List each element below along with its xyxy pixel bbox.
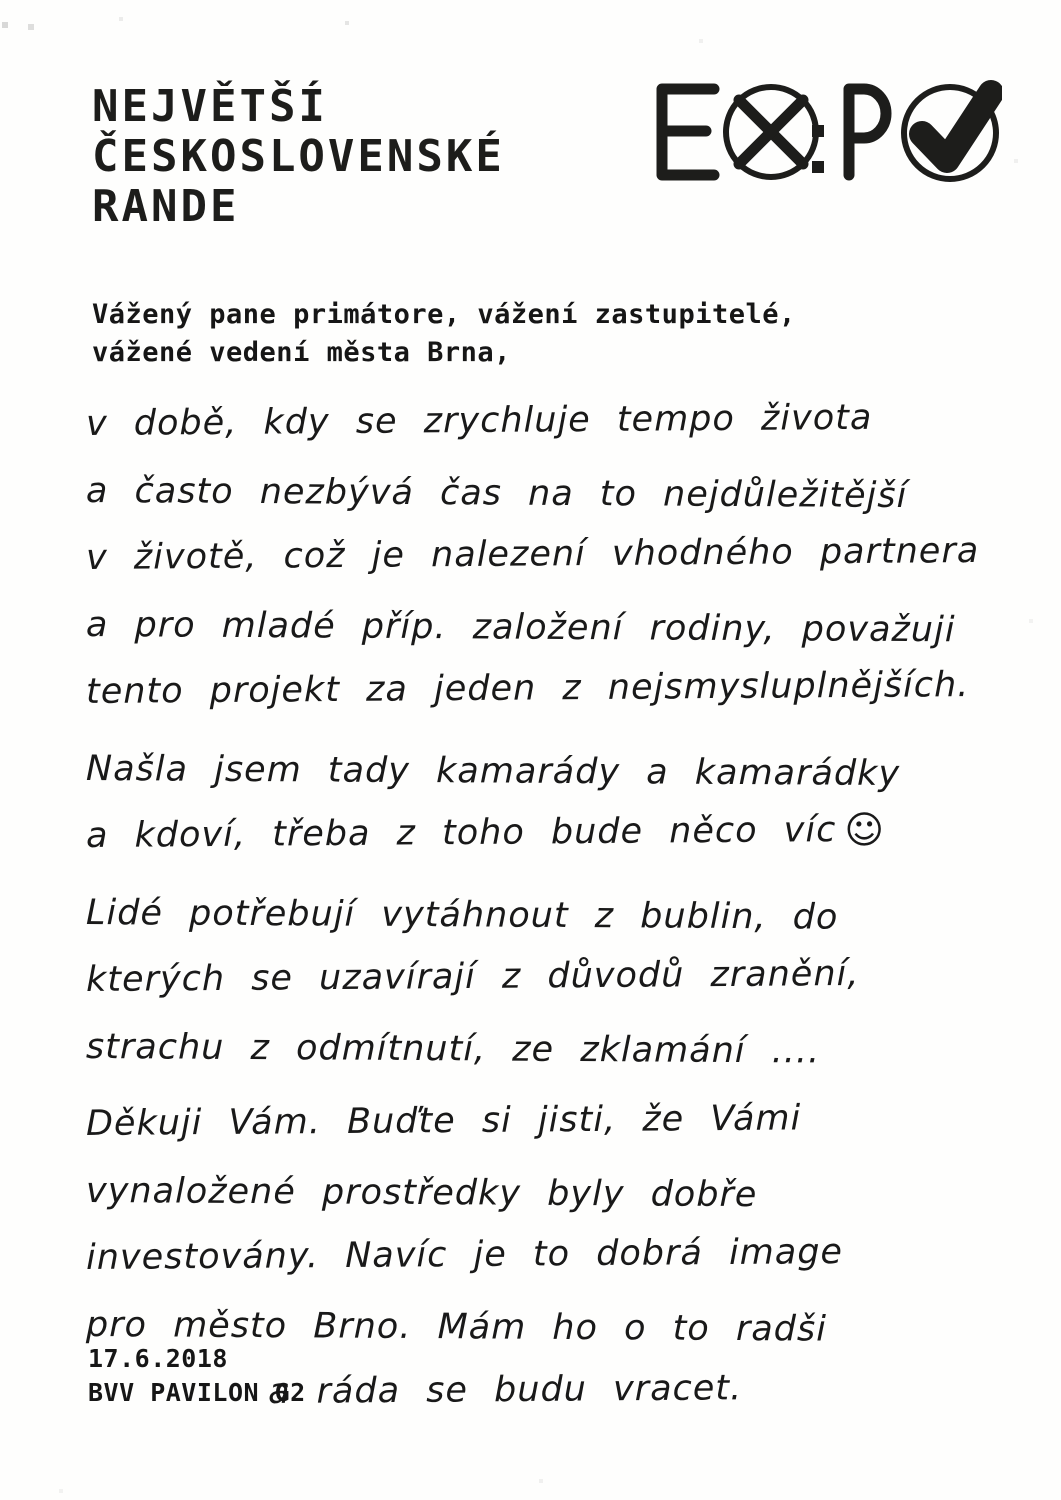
handwritten-line [86, 795, 1016, 869]
venue-text: BVV PAVILON G2 [88, 1378, 306, 1407]
handwritten-line: kterých se uzavírají z důvodů zranění, [85, 953, 860, 1000]
checkmark-icon [922, 93, 991, 160]
handwritten-line: v době, kdy se zrychluje tempo života [85, 397, 873, 444]
handwritten-body [86, 390, 1016, 1425]
scan-noise [0, 0, 2, 2]
handwritten-line: Našla jsem tady kamarády a kamarádky [85, 748, 901, 794]
smiley-icon: ☺ [844, 807, 886, 852]
title-line-1: NEJVĚTŠÍ [92, 81, 328, 132]
expo-logo-graphic [650, 72, 1002, 186]
handwritten-line: investovány. Navíc je to dobrá image [85, 1231, 844, 1278]
handwritten-line-text: a kdoví, třeba z toho bude něco víc [85, 809, 837, 856]
handwritten-line: Děkuji Vám. Buďte si jisti, že Vámi [85, 1097, 802, 1144]
footer [88, 1342, 306, 1410]
expo-logo [650, 72, 1002, 186]
handwritten-line: strachu z odmítnutí, ze zklamání .... [85, 1026, 821, 1071]
salutation-line-1: Vážený pane primátore, vážení zastupitelé, [92, 299, 796, 330]
handwritten-line: tento projekt za jeden z nejsmysluplnějších. [85, 664, 970, 712]
title-line-3: RANDE [92, 181, 240, 232]
handwritten-line: v životě, což je nalezení vhodného partnera [85, 530, 980, 578]
salutation [92, 296, 796, 372]
handwritten-line: vynaložené prostředky byly dobře [85, 1170, 758, 1215]
handwritten-line: a ráda se budu vracet. [267, 1367, 743, 1412]
title-line-2: ČESKOSLOVENSKÉ [92, 131, 505, 182]
handwritten-line: a často nezbývá čas na to nejdůležitější [85, 470, 908, 516]
letter-p [849, 89, 886, 175]
handwritten-line: a pro mladé příp. založení rodiny, považuji [85, 604, 956, 650]
page-title [92, 82, 505, 232]
handwritten-line: Lidé potřebují vytáhnout z bublin, do [85, 892, 839, 938]
handwritten-line: pro město Brno. Mám ho o to radši [85, 1304, 828, 1350]
date-text: 17.6.2018 [88, 1344, 228, 1373]
salutation-line-2: vážené vedení města Brna, [92, 337, 511, 368]
x-icon [739, 100, 803, 164]
letter-e [662, 89, 714, 175]
